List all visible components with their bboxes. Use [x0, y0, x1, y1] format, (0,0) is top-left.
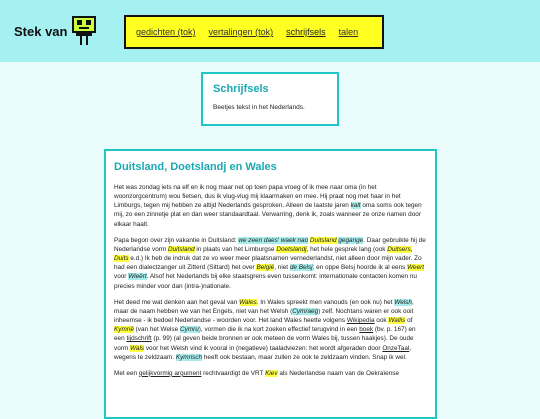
highlighted-term: Welsh — [394, 298, 412, 306]
text: . In Wales spreekt men vanouds (en ook nu) het — [256, 298, 395, 306]
argument-link[interactable]: gelijkvormig argument — [138, 369, 202, 377]
text: , niet — [274, 264, 290, 272]
text: in plaats van het Limburgse — [194, 245, 277, 253]
text: , wegens te zeldzaam. — [114, 344, 412, 361]
highlighted-term: kalt — [350, 202, 361, 210]
highlighted-term: Cymraeg — [292, 307, 319, 315]
onzetaal-link[interactable]: OnzeTaal — [382, 344, 410, 352]
header — [0, 0, 540, 62]
magazine-link[interactable]: tijdschrift — [126, 335, 152, 343]
text: (van het Welse — [133, 326, 180, 334]
article-paragraph-1 — [114, 183, 427, 229]
text: of — [405, 317, 413, 325]
text: oma soms ook tegen mij, zo een zinnetje plat en dan weer standaardtaal. Verwarring, denk ik, zoals wanneer ze onze namen door elkaar haalt. — [114, 202, 422, 228]
highlighted-term: Cymru — [179, 326, 199, 334]
text: e.d.) Ik heb de indruk dat ze vo weer meer plaatsnamen vernederlandst, niet alleen door mijn vader. Zo had een dialectzanger uit Zitterd (Sittard) het over — [114, 255, 422, 272]
highlighted-term: Kiev — [265, 369, 278, 377]
article-paragraph-2 — [114, 236, 427, 291]
highlighted-term: Wieërt — [128, 273, 147, 281]
text: . Alsof het Nederlands bij elke staatsgrens even tussenkomt: internationale contacten komen nu precies minder voor dan (intra-)nationale. — [114, 273, 417, 290]
robot-head-icon[interactable] — [71, 16, 97, 51]
article-paragraph-3 — [114, 298, 427, 362]
highlighted-term: Kymrië — [114, 326, 134, 334]
text: Met een — [114, 369, 139, 377]
text: voor het Welsh vind ik vooral in (negatieve) taaladviezen: het wordt afgeraden door — [144, 344, 383, 352]
text: (bv. p. 167) en een — [114, 326, 416, 343]
highlighted-term: Kymrisch — [175, 353, 203, 361]
highlighted-term: Duitsland — [309, 236, 337, 244]
highlighted-term: Weert — [407, 264, 425, 272]
article-paragraph-4 — [114, 369, 427, 378]
text: Papa begon over zijn vakantie in Duitsland: — [114, 236, 239, 244]
highlighted-term: België — [256, 264, 275, 272]
nav-item-vertalingen[interactable]: vertalingen (tok) — [208, 27, 274, 37]
section-subtitle: Beetjes tekst in het Nederlands. — [213, 104, 305, 111]
highlighted-term: Wales — [239, 298, 257, 306]
article-title: Duitsland, Doetslandj en Wales — [114, 161, 277, 173]
highlighted-term: we zeen daes' waek nao — [238, 236, 309, 244]
highlighted-term: Duitsland — [168, 245, 195, 253]
highlighted-term: Wals — [129, 344, 145, 352]
highlighted-term: gegange — [338, 236, 364, 244]
article-card — [104, 149, 437, 419]
book-link[interactable]: boek — [359, 326, 374, 334]
highlighted-term: Doetslandj — [276, 245, 307, 253]
text: rechtvaardigt de VRT — [201, 369, 266, 377]
text: Het was zondag iets na elf en ik nog maar net op toen papa vroeg of ik mee naar oma (in het woonzorgcentrum) wou fietsen, dus ik vlug-vlug mij klaarmaken en mee. Hij praat nog met haar in het Limburgs, tegen mij hebben ze altijd Nederlands gesproken. Alleen de laatste jaren — [114, 184, 401, 210]
main-nav — [124, 15, 384, 49]
text: . Daar gebruikte hij de Nederlandse vorm — [114, 236, 426, 253]
nav-item-schrijfsels[interactable]: schrijfsels — [286, 27, 326, 37]
text: ), vormen die ik na kort zoeken effectief terugvind in een — [198, 326, 360, 334]
wikipedia-link[interactable]: Wikipedia — [346, 317, 375, 325]
text: (p. 99) (al geven beide bronnen er ook meteen de vorm Wales bij, tussen haakjes). De oude vorm — [114, 335, 414, 352]
text: ; en oppe Belsj hoorde ik al eens — [312, 264, 408, 272]
nav-item-talen[interactable]: talen — [338, 27, 359, 37]
text: voor — [114, 273, 129, 281]
text: ) zelf. Nochtans waren er ook ooit inheemse - ik bedoel Nederlandse - woorden voor. Het land Wales heette volgens — [114, 307, 414, 325]
text: ook — [374, 317, 389, 325]
section-title: Schrijfsels — [213, 83, 269, 95]
nav-item-gedichten[interactable]: gedichten (tok) — [136, 27, 196, 37]
highlighted-term: de Belsj — [289, 264, 313, 272]
highlighted-term: Duitsers, Duits — [114, 245, 413, 263]
text: , het hele gesprek lang (ook — [306, 245, 388, 253]
text: , maar de naam hebben we van het Engels, niet van het Welsh ( — [114, 298, 414, 315]
text: Het deed me wat denken aan het geval van — [114, 298, 240, 306]
text: heeft ook bestaan, maar zullen ze ook te zeldzaam vinden. Snap ik wel. — [202, 353, 407, 361]
highlighted-term: Wallis — [388, 317, 406, 325]
site-title[interactable]: Stek van — [14, 24, 68, 39]
section-card — [201, 72, 339, 126]
text: als Nederlandse naam van de Oekraïense — [277, 369, 400, 377]
